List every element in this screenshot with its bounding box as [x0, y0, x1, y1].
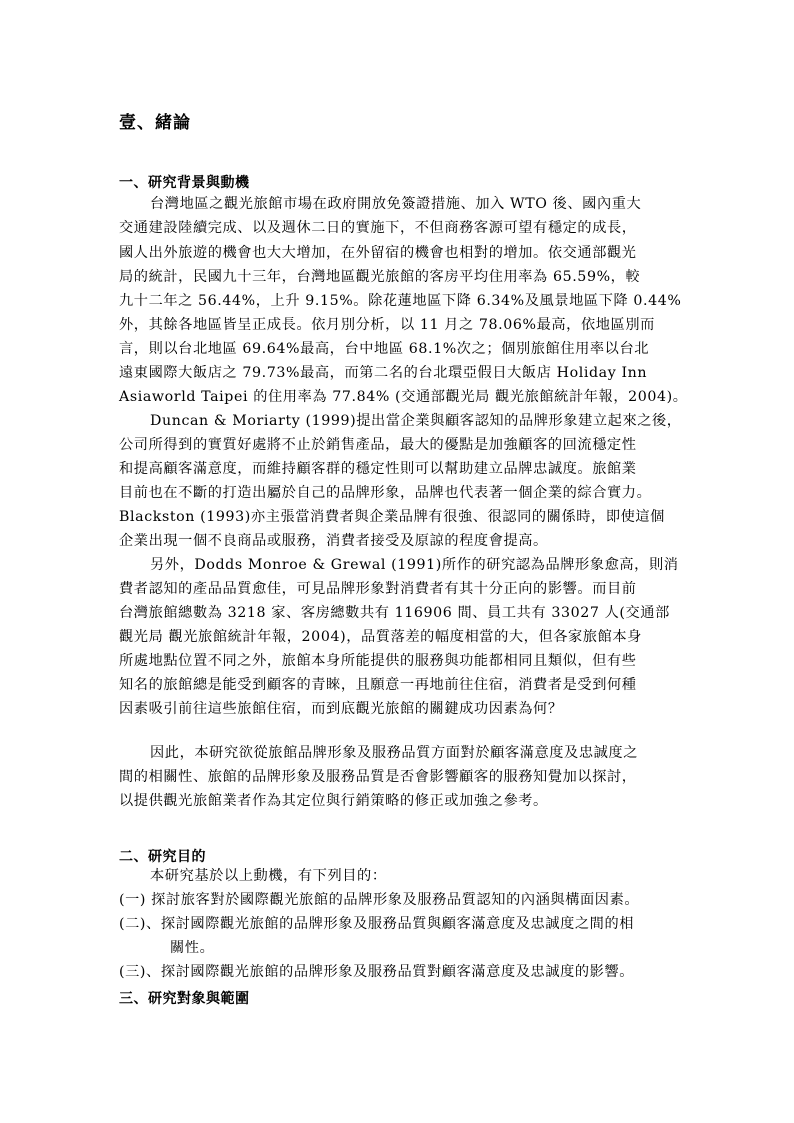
paragraph-line: 交通建設陸續完成、以及週休二日的實施下，不但商務客源可望有穩定的成長，: [119, 220, 637, 236]
paragraph-line: 費者認知的產品品質愈佳，可見品牌形象對消費者有其十分正向的影響。而目前: [119, 581, 637, 597]
paragraph-line: 企業出現一個不良商品或服務，消費者接受及原諒的程度會提高。: [119, 533, 548, 549]
paragraph-line: 所處地點位置不同之外，旅館本身所能提供的服務與功能都相同且類似，但有些: [119, 653, 637, 669]
paragraph-line: 公司所得到的實質好處將不止於銷售產品，最大的優點是加強顧客的回流穩定性: [119, 437, 637, 453]
paragraph-line: 知名的旅館總是能受到顧客的青睞，且願意一再地前往住宿，消費者是受到何種: [119, 677, 637, 693]
section-heading-background: 一、研究背景與動機: [119, 175, 250, 191]
paragraph-line: 本研究基於以上動機，有下列目的：: [150, 868, 387, 884]
paragraph-line: 間的相關性、旅館的品牌形象及服務品質是否會影響顧客的服務知覺加以探討，: [119, 769, 637, 785]
section-heading-purpose: 二、研究目的: [119, 849, 206, 865]
paragraph-line: 因素吸引前往這些旅館住宿，而到底觀光旅館的關鍵成功因素為何？: [119, 701, 563, 717]
paragraph-line: Asiaworld Taipei 的住用率為 77.84% (交通部觀光局 觀光旅館統計年報，2004)。: [119, 389, 688, 405]
paragraph-line: Blackston (1993)亦主張當消費者與企業品牌有很強、很認同的關係時，即使這個: [119, 509, 665, 525]
paragraph-line: 因此，本研究欲從旅館品牌形象及服務品質方面對於顧客滿意度及忠誠度之: [150, 745, 638, 761]
paragraph-line: 國人出外旅遊的機會也大大增加，在外留宿的機會也相對的增加。依交通部觀光: [119, 245, 637, 261]
list-item: (一) 探討旅客對於國際觀光旅館的品牌形象及服務品質認知的內涵與構面因素。: [119, 892, 640, 908]
paragraph-line: 觀光局 觀光旅館統計年報，2004)，品質落差的幅度相當的大，但各家旅館本身: [119, 629, 642, 645]
paragraph-line: Duncan & Moriarty (1999)提出當企業與顧客認知的品牌形象建立起來之後，: [150, 413, 682, 429]
paragraph-line: 台灣地區之觀光旅館市場在政府開放免簽證措施、加入 WTO 後、國內重大: [150, 196, 642, 212]
paragraph-line: 九十二年之 56.44%，上升 9.15%。除花蓮地區下降 6.34%及風景地區下降 0.44%: [119, 293, 682, 309]
paragraph-line: 以提供觀光旅館業者作為其定位與行銷策略的修正或加強之參考。: [119, 793, 548, 809]
chapter-title: 壹、緒論: [119, 113, 191, 133]
paragraph-line: 外，其餘各地區皆呈正成長。依月別分析，以 11 月之 78.06%最高，依地區別而: [119, 317, 655, 333]
paragraph-line: 局的統計，民國九十三年，台灣地區觀光旅館的客房平均住用率為 65.59%，較: [119, 269, 641, 285]
list-item: (三)、探討國際觀光旅館的品牌形象及服務品質對顧客滿意度及忠誠度的影響。: [119, 964, 635, 980]
paragraph-line: 目前也在不斷的打造出屬於自己的品牌形象，品牌也代表著一個企業的綜合實力。: [119, 485, 652, 501]
list-item-continuation: 關性。: [170, 940, 215, 956]
paragraph-line: 言，則以台北地區 69.64%最高，台中地區 68.1%次之；個別旅館住用率以台北: [119, 341, 650, 357]
paragraph-line: 台灣旅館總數為 3218 家、客房總數共有 116906 間、員工共有 33027 人(交通部: [119, 605, 670, 621]
paragraph-line: 和提高顧客滿意度，而維持顧客群的穩定性則可以幫助建立品牌忠誠度。旅館業: [119, 461, 637, 477]
list-item: (二)、探討國際觀光旅館的品牌形象及服務品質與顧客滿意度及忠誠度之間的相: [119, 916, 635, 932]
paragraph-line: 另外，Dodds Monroe & Grewal (1991)所作的研究認為品牌形象愈高，則消: [150, 557, 679, 573]
paragraph-line: 遠東國際大飯店之 79.73%最高，而第二名的台北環亞假日大飯店 Holiday Inn: [119, 365, 648, 381]
section-heading-scope: 三、研究對象與範圍: [119, 991, 250, 1007]
